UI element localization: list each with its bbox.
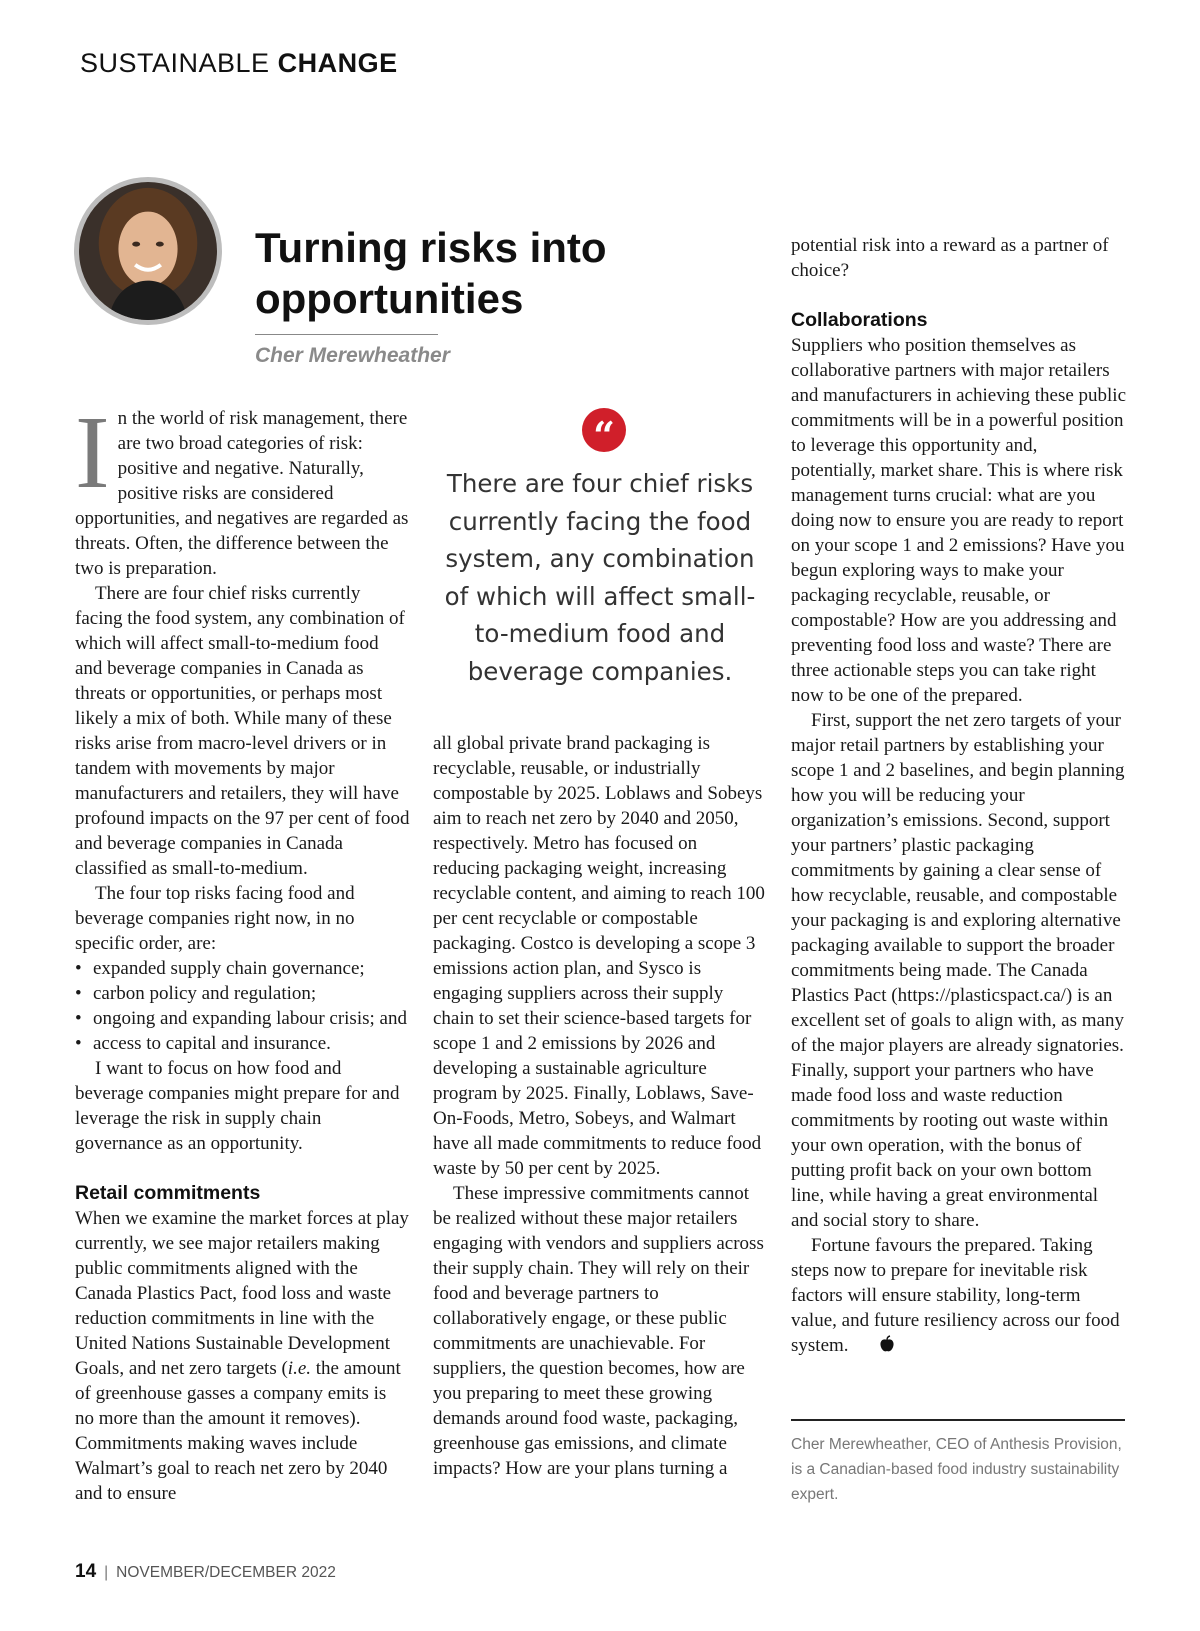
body-paragraph: These impressive commitments cannot be realized without these major retailers engaging with vendors and suppliers across their supply chain. They will rely on their food and beverage partners to collaboratively engage, or these public commitments are unachievable. For suppliers, the question becomes, how are you preparing to meet these growing demands around food waste, packaging, greenhouse gas emissions, and climate impacts? How are your plans turning a (433, 1183, 764, 1479)
body-paragraph: There are four chief risks currently facing the food system, any combination of which will affect small-to-medium food and beverage companies in Canada as threats or opportunities, or perhaps most likely a mix of both. While many of these risks arise from macro-level drivers or in tandem with movements by major manufacturers and retailers, they will have profound impacts on the 97 per cent of food and beverage companies in Canada classified as small-to-medium. (75, 583, 410, 879)
page-number: 14 (75, 1561, 97, 1582)
subheading-retail-commitments: Retail commitments (75, 1182, 261, 1204)
column-2 (433, 731, 768, 1481)
body-paragraph: I want to focus on how food and beverage companies might prepare for and leverage the risk in supply chain governance as an opportunity. (75, 1058, 400, 1154)
body-paragraph: potential risk into a reward as a partner of choice? (791, 235, 1109, 281)
column-1 (75, 395, 410, 1506)
column-3 (791, 233, 1126, 1358)
drop-cap: I (75, 395, 110, 510)
body-paragraph (75, 1206, 410, 1506)
page-footer (75, 1561, 336, 1583)
issue-date: NOVEMBER/DECEMBER 2022 (116, 1564, 336, 1581)
section-spacer (791, 283, 1126, 308)
intro-text: n the world of risk management, there are two broad categories of risk: positive and negative. Naturally, positive risks are considered opportunities, and negatives are regarded as threats. Often, the difference between the two is preparation. (75, 408, 409, 579)
author-bio: Cher Merewheather, CEO of Anthesis Provision, is a Canadian-based food industry sustainability expert. (791, 1436, 1122, 1503)
footer-separator: | (104, 1564, 109, 1581)
intro-paragraph (75, 395, 410, 581)
bio-divider (791, 1419, 1125, 1421)
body-paragraph: The four top risks facing food and beverage companies right now, in no specific order, are: (75, 883, 355, 954)
list-item: • access to capital and insurance. (93, 1031, 410, 1056)
subheading-collaborations: Collaborations (791, 309, 928, 331)
body-text: the amount of greenhouse gasses a company emits is no more than the amount it removes). Commitments making waves include Walmart’s goal to reach net zero by 2040 and to ensure (75, 1358, 401, 1504)
closing-paragraph (791, 1233, 1126, 1358)
body-paragraph: all global private brand packaging is recyclable, reusable, or industrially compostable by 2025. Loblaws and Sobeys aim to reach net zero by 2040 and 2050, respectively. Metro has focused on reducing packaging weight, increasing recyclable content, and aiming to reach 100 per cent recyclable or compostable packaging. Costco is developing a scope 3 emissions action plan, and Sysco is engaging suppliers across their supply chain to set their science-based targets for scope 1 and 2 emissions by 2026 and developing a sustainable agriculture program by 2025. Finally, Loblaws, Save-On-Foods, Metro, Sobeys, and Walmart have all made commitments to reduce food waste by 50 per cent by 2025. (433, 733, 765, 1179)
section-spacer (75, 1156, 410, 1181)
body-paragraph: Suppliers who position themselves as collaborative partners with major retailers and manufacturers in achieving these public commitments will be in a powerful position to leverage this opportunity and, potentially, market share. This is where risk management turns crucial: what are you doing now to ensure you are ready to report on your scope 1 and 2 emissions? Have you begun exploring ways to make your packaging recyclable, reusable, or compostable? How are you addressing and preventing food loss and waste? There are three actionable steps you can take right now to be one of the prepared. (791, 335, 1127, 706)
list-item: • expanded supply chain governance; (93, 956, 410, 981)
section-label-light: SUSTAINABLE (80, 48, 270, 78)
body-paragraph: First, support the net zero targets of your major retail partners by establishing your scope 1 and 2 baselines, and begin planning how you will be reducing your organization’s emissions. Second, support your partners’ plastic packaging commitments by gaining a clear sense of how recyclable, reusable, and compostable your packaging is and exploring alternative packaging available to support the broader commitments being made. The Canada Plastics Pact (https://plasticspact.ca/) is an excellent set of goals to align with, as many of the major players are already signatories. Finally, support your partners who have made food loss and waste reduction commitments by rooting out waste within your own operation, with the bonus of putting profit back on your own bottom line, while having a great environmental and social story to share. (791, 710, 1125, 1231)
body-text: When we examine the market forces at play currently, we see major retailers making public commitments aligned with the Canada Plastics Pact, food loss and waste reduction commitments in line with the United Nations Sustainable Development Goals, and net zero targets ( (75, 1208, 409, 1379)
article-title: Turning risks into opportunities (255, 224, 607, 322)
author-photo (74, 177, 222, 325)
pull-quote: There are four chief risks currently facing the food system, any combination of which will affect small-to-medium food and beverage companies. (444, 469, 756, 686)
section-label (80, 48, 398, 79)
body-text: Fortune favours the prepared. Taking steps now to prepare for inevitable risk factors will ensure stability, long-term value, and future resiliency across our food system. (791, 1235, 1120, 1356)
body-text-italic: i.e. (287, 1358, 312, 1379)
list-item: • ongoing and expanding labour crisis; and (93, 1006, 410, 1031)
risk-list (75, 956, 410, 1056)
apple-icon (859, 1335, 875, 1353)
quote-icon: “ (582, 408, 626, 452)
list-item: • carbon policy and regulation; (93, 981, 410, 1006)
author-byline: Cher Merewheather (255, 344, 450, 367)
byline-divider (255, 334, 438, 335)
section-label-bold: CHANGE (277, 48, 398, 78)
